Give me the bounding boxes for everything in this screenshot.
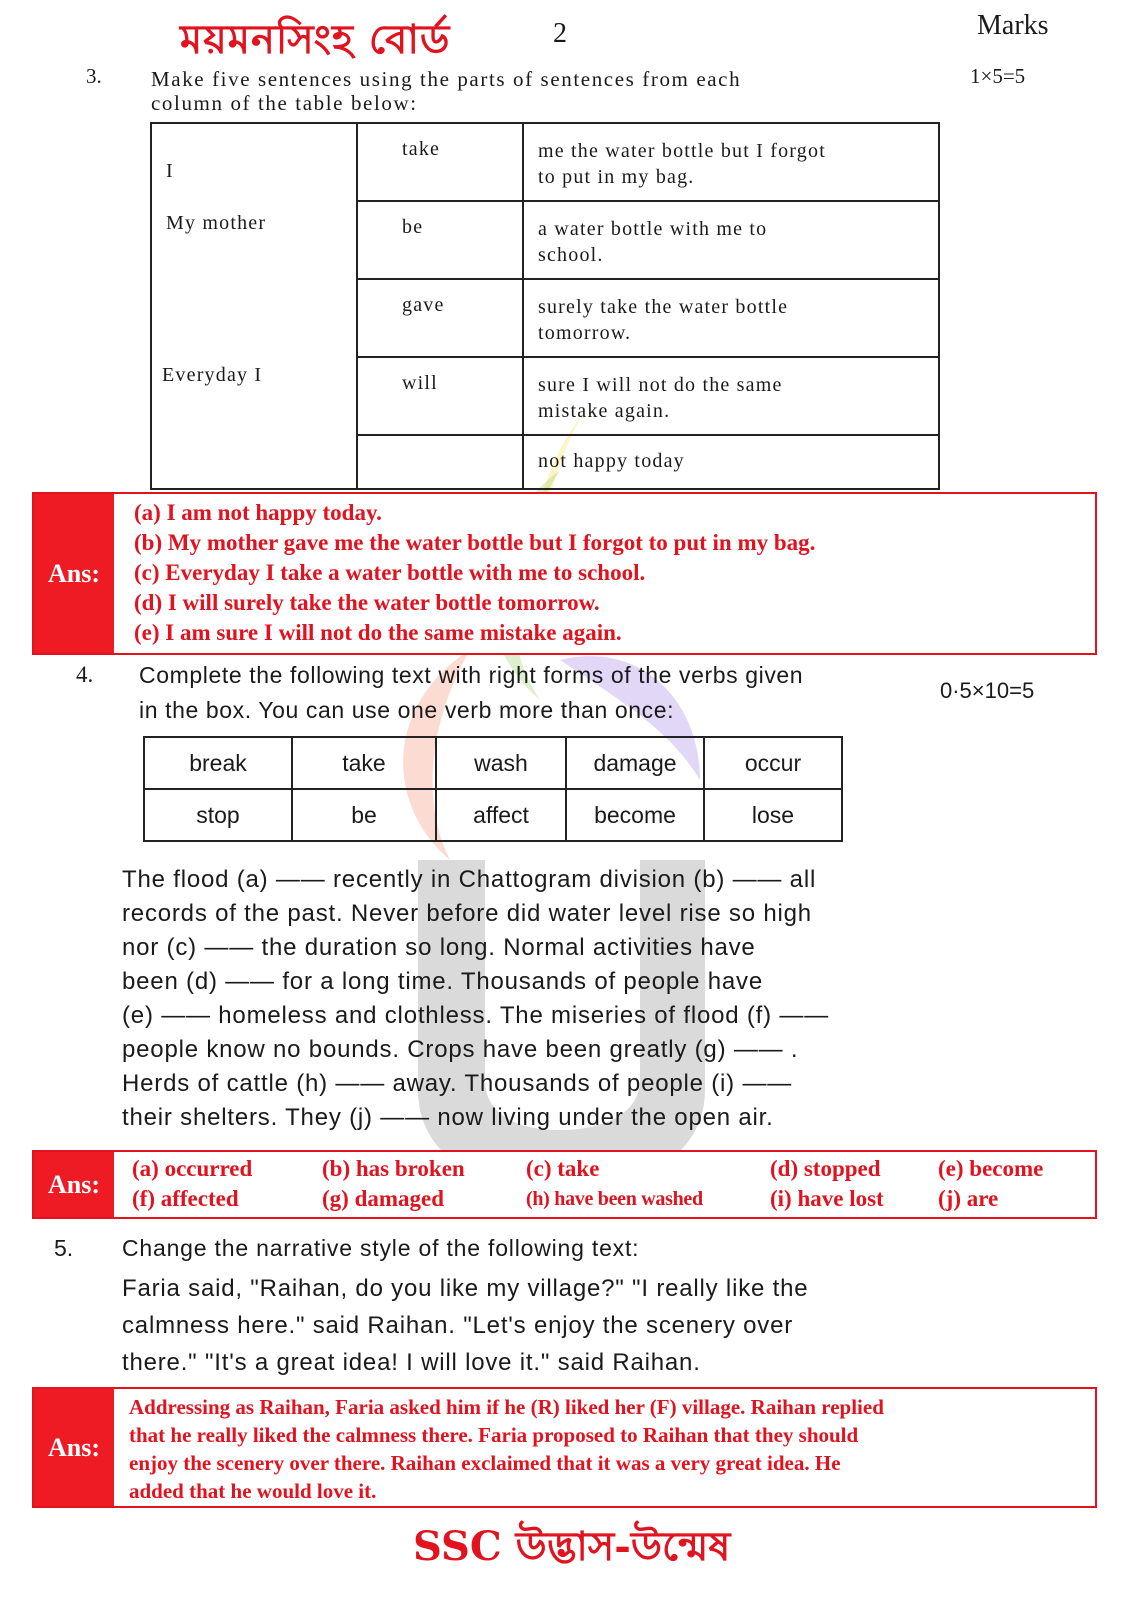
completion-line: to put in my bag.: [538, 166, 695, 188]
q4-text-line: their shelters. They (j) —— now living under the open air.: [122, 1104, 774, 1131]
q4-text-line: records of the past. Never before did water level rise so high: [122, 900, 812, 927]
subject-cell: My mother: [166, 212, 267, 234]
verb-cell: gave: [357, 279, 523, 357]
answer-box-q4: [32, 1150, 1097, 1219]
board-title: ময়মনসিংহ বোর্ড: [180, 17, 451, 63]
answer-line: that he really liked the calmness there. Faria proposed to Raihan that they should: [129, 1423, 859, 1447]
completion-line: me the water bottle but I forgot: [538, 140, 826, 162]
completion-line: a water bottle with me to: [538, 218, 768, 240]
answer-item: (g) damaged: [322, 1186, 445, 1211]
sentence-parts-table: [150, 122, 940, 490]
q5-text-line: calmness here." said Raihan. "Let's enjoy the scenery over: [122, 1312, 794, 1339]
q4-text-line: people know no bounds. Crops have been greatly (g) —— .: [122, 1036, 799, 1063]
verb-option: occur: [704, 737, 842, 789]
answer-line: (d) I will surely take the water bottle tomorrow.: [134, 590, 600, 615]
answer-item: (e) become: [938, 1156, 1044, 1181]
verb-option: take: [292, 737, 436, 789]
answer-item: (b) has broken: [322, 1156, 465, 1181]
q4-prompt-line1: Complete the following text with right forms of the verbs given: [139, 662, 804, 688]
completion-line: mistake again.: [538, 400, 671, 422]
completion-cell: [523, 123, 939, 201]
answer-line: added that he would love it.: [129, 1479, 377, 1503]
marks-header: Marks: [977, 10, 1049, 41]
verb-option: affect: [436, 789, 566, 841]
q3-prompt-line1: Make five sentences using the parts of sentences from each: [151, 67, 742, 91]
q5-text-line: there." "It's a great idea! I will love it." said Raihan.: [122, 1349, 701, 1376]
q4-text-line: (e) —— homeless and clothless. The miseries of flood (f) ——: [122, 1002, 829, 1029]
completion-line: tomorrow.: [538, 322, 632, 344]
answer-label: Ans:: [34, 1389, 114, 1506]
verb-option: be: [292, 789, 436, 841]
q4-marks: 0·5×10=5: [940, 678, 1035, 703]
answer-box-q5: [32, 1387, 1097, 1508]
answer-line: Addressing as Raihan, Faria asked him if he (R) liked her (F) village. Raihan replied: [129, 1395, 884, 1419]
completion-line: sure I will not do the same: [538, 374, 783, 396]
column-subjects: [151, 123, 357, 489]
answer-item: (f) affected: [132, 1186, 239, 1211]
completion-cell: [523, 279, 939, 357]
footer-brand: SSC উদ্ভাস-উন্মেষ: [413, 1523, 731, 1570]
completion-cell: [523, 435, 939, 489]
answer-line: enjoy the scenery over there. Raihan exclaimed that it was a very great idea. He: [129, 1451, 841, 1475]
answer-item: (c) take: [526, 1156, 600, 1181]
answer-item: (h) have been washed: [526, 1188, 703, 1210]
q5-number: 5.: [54, 1235, 74, 1261]
answer-lines-q3: [134, 498, 815, 648]
verb-box: [143, 736, 843, 842]
answer-line: (e) I am sure I will not do the same mistake again.: [134, 620, 622, 645]
completion-cell: [523, 201, 939, 279]
verb-option: stop: [144, 789, 292, 841]
q4-text-line: The flood (a) —— recently in Chattogram division (b) —— all: [122, 866, 817, 893]
answer-line: (c) Everyday I take a water bottle with me to school.: [134, 560, 646, 585]
answer-item: (j) are: [938, 1186, 999, 1211]
completion-line: school.: [538, 244, 604, 266]
q5-text-line: Faria said, "Raihan, do you like my village?" "I really like the: [122, 1275, 809, 1302]
q4-text-line: nor (c) —— the duration so long. Normal activities have: [122, 934, 756, 961]
answer-box-q3: [32, 492, 1097, 655]
answer-label: Ans:: [34, 1152, 114, 1217]
completion-line: not happy today: [538, 450, 685, 472]
q5-prompt: Change the narrative style of the following text:: [122, 1235, 640, 1261]
answer-line: (b) My mother gave me the water bottle but I forgot to put in my bag.: [134, 530, 816, 555]
verb-cell: be: [357, 201, 523, 279]
q4-text-line: been (d) —— for a long time. Thousands of people have: [122, 968, 763, 995]
answer-item: (i) have lost: [770, 1186, 884, 1211]
q3-prompt-line2: column of the table below:: [151, 91, 418, 115]
subject-cell: I: [166, 160, 174, 182]
q3-number: 3.: [86, 64, 102, 88]
answer-label: Ans:: [34, 494, 114, 653]
q4-number: 4.: [76, 662, 94, 687]
verb-cell: take: [357, 123, 523, 201]
verb-cell: will: [357, 357, 523, 435]
completion-cell: [523, 357, 939, 435]
answer-lines-q5: [129, 1393, 884, 1505]
q4-prompt-line2: in the box. You can use one verb more than once:: [139, 697, 675, 723]
verb-cell: [357, 435, 523, 489]
page-number: 2: [553, 18, 567, 49]
q4-text-line: Herds of cattle (h) —— away. Thousands of people (i) ——: [122, 1070, 793, 1097]
verb-option: lose: [704, 789, 842, 841]
verb-option: break: [144, 737, 292, 789]
answer-item: (d) stopped: [770, 1156, 881, 1181]
verb-option: become: [566, 789, 704, 841]
subject-cell: Everyday I: [162, 364, 263, 386]
verb-option: damage: [566, 737, 704, 789]
answer-line: (a) I am not happy today.: [134, 500, 382, 525]
answer-item: (a) occurred: [132, 1156, 253, 1181]
q3-marks: 1×5=5: [970, 64, 1026, 88]
completion-line: surely take the water bottle: [538, 296, 789, 318]
verb-option: wash: [436, 737, 566, 789]
